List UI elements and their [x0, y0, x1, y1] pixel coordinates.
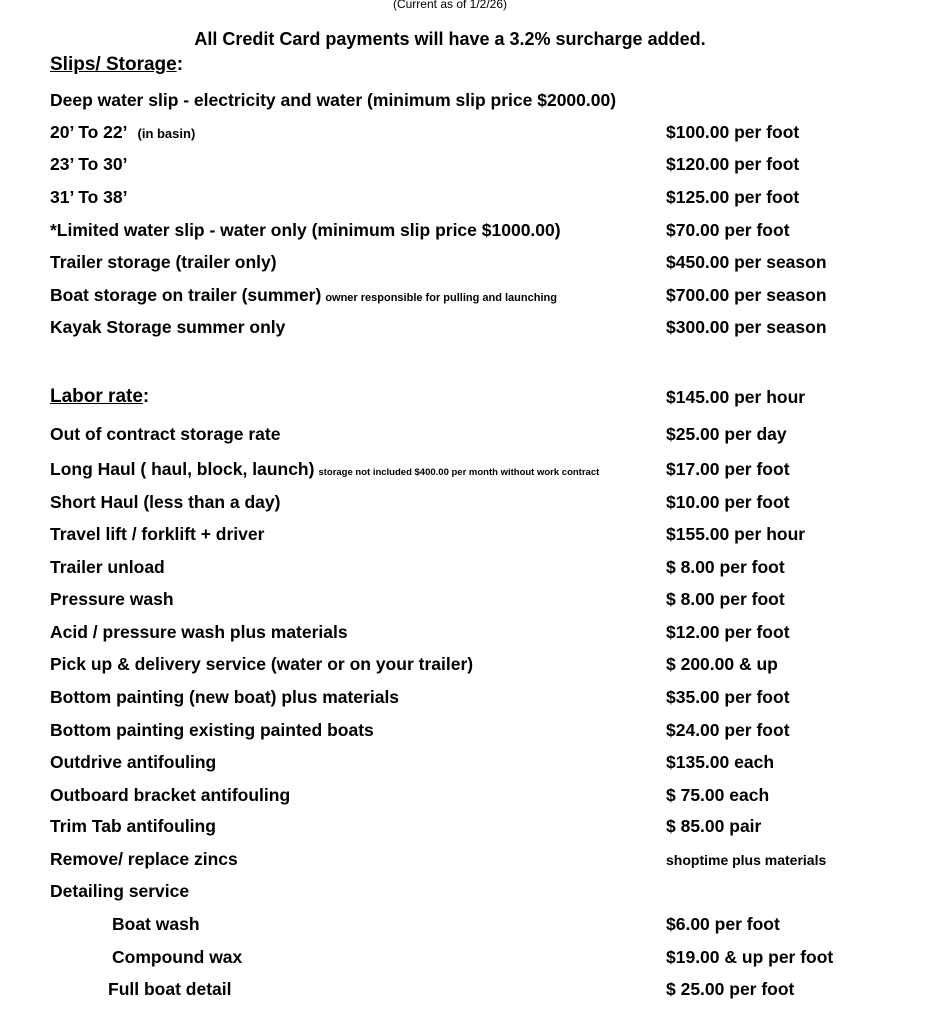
- row-note: owner responsible for pulling and launching: [325, 292, 557, 304]
- price-value: $700.00 per season: [666, 285, 827, 305]
- price-value: $17.00 per foot: [666, 459, 790, 479]
- price-row-label: Trailer storage (trailer only): [50, 252, 277, 272]
- price-value: $100.00 per foot: [666, 122, 800, 142]
- surcharge-notice: All Credit Card payments will have a 3.2% surcharge added.: [194, 29, 706, 49]
- slips-storage-heading-colon: :: [176, 54, 184, 75]
- price-row-label: *Limited water slip - water only (minimum slip price $1000.00): [50, 220, 561, 240]
- current-as-of-note: (Current as of 1/2/26): [392, 0, 508, 11]
- price-value: $155.00 per hour: [666, 524, 806, 544]
- price-value: $450.00 per season: [666, 252, 827, 272]
- price-value: $135.00 each: [666, 752, 775, 772]
- price-row-label: Full boat detail: [108, 979, 232, 999]
- row-note: storage not included $400.00 per month without work contract: [318, 467, 600, 478]
- price-value: $ 200.00 & up: [666, 654, 778, 674]
- price-value: $ 25.00 per foot: [666, 979, 795, 999]
- price-value: $35.00 per foot: [666, 687, 790, 707]
- price-row-label: Acid / pressure wash plus materials: [50, 622, 348, 642]
- price-row-label: Travel lift / forklift + driver: [50, 524, 265, 544]
- labor-rate-heading-text: Labor rate: [50, 386, 143, 407]
- price-value: $120.00 per foot: [666, 154, 800, 174]
- price-row-label: Short Haul (less than a day): [50, 492, 281, 512]
- price-row-label: [50, 122, 195, 143]
- price-row-label: Boat wash: [112, 914, 200, 934]
- price-value: $ 8.00 per foot: [666, 589, 785, 609]
- price-row-label: Trim Tab antifouling: [50, 816, 216, 836]
- detailing-service-label: Detailing service: [50, 881, 190, 901]
- slips-storage-heading-text: Slips/ Storage: [50, 54, 177, 75]
- price-value: $10.00 per foot: [666, 492, 790, 512]
- price-value: shoptime plus materials: [666, 852, 827, 868]
- price-value: $70.00 per foot: [666, 220, 790, 240]
- row-note: (in basin): [137, 126, 196, 141]
- price-row-label: Pick up & delivery service (water or on your trailer): [50, 654, 474, 674]
- price-value: $125.00 per foot: [666, 187, 800, 207]
- row-label-text: Boat storage on trailer (summer): [50, 285, 322, 305]
- price-row-label: 31’ To 38’: [50, 187, 128, 207]
- price-row-label: Outdrive antifouling: [50, 752, 217, 772]
- price-value: $ 8.00 per foot: [666, 557, 785, 577]
- price-value: $19.00 & up per foot: [666, 947, 834, 967]
- row-label-text: 20’ To 22’: [50, 122, 128, 142]
- price-row-label: [50, 459, 599, 480]
- price-value: $ 75.00 each: [666, 785, 770, 805]
- price-row-label: [50, 285, 557, 306]
- labor-rate-price: $145.00 per hour: [666, 387, 806, 407]
- slips-storage-heading: [50, 54, 183, 76]
- deep-water-slip-intro: Deep water slip - electricity and water (minimum slip price $2000.00): [50, 90, 617, 110]
- price-value: $24.00 per foot: [666, 720, 790, 740]
- price-row-label: Bottom painting existing painted boats: [50, 720, 374, 740]
- price-row-label: Out of contract storage rate: [50, 424, 281, 444]
- price-row-label: Pressure wash: [50, 589, 174, 609]
- price-value: $300.00 per season: [666, 317, 827, 337]
- price-row-label: Remove/ replace zincs: [50, 849, 238, 869]
- price-row-label: Outboard bracket antifouling: [50, 785, 291, 805]
- price-value: $ 85.00 pair: [666, 816, 762, 836]
- price-row-label: Compound wax: [112, 947, 243, 967]
- labor-rate-heading-colon: :: [142, 386, 150, 407]
- labor-rate-heading: [50, 386, 149, 408]
- price-value: $25.00 per day: [666, 424, 787, 444]
- price-value: $12.00 per foot: [666, 622, 790, 642]
- price-row-label: Kayak Storage summer only: [50, 317, 286, 337]
- price-row-label: 23’ To 30’: [50, 154, 128, 174]
- price-value: $6.00 per foot: [666, 914, 780, 934]
- price-row-label: Bottom painting (new boat) plus materials: [50, 687, 400, 707]
- row-label-text: Long Haul ( haul, block, launch): [50, 459, 315, 479]
- price-row-label: Trailer unload: [50, 557, 165, 577]
